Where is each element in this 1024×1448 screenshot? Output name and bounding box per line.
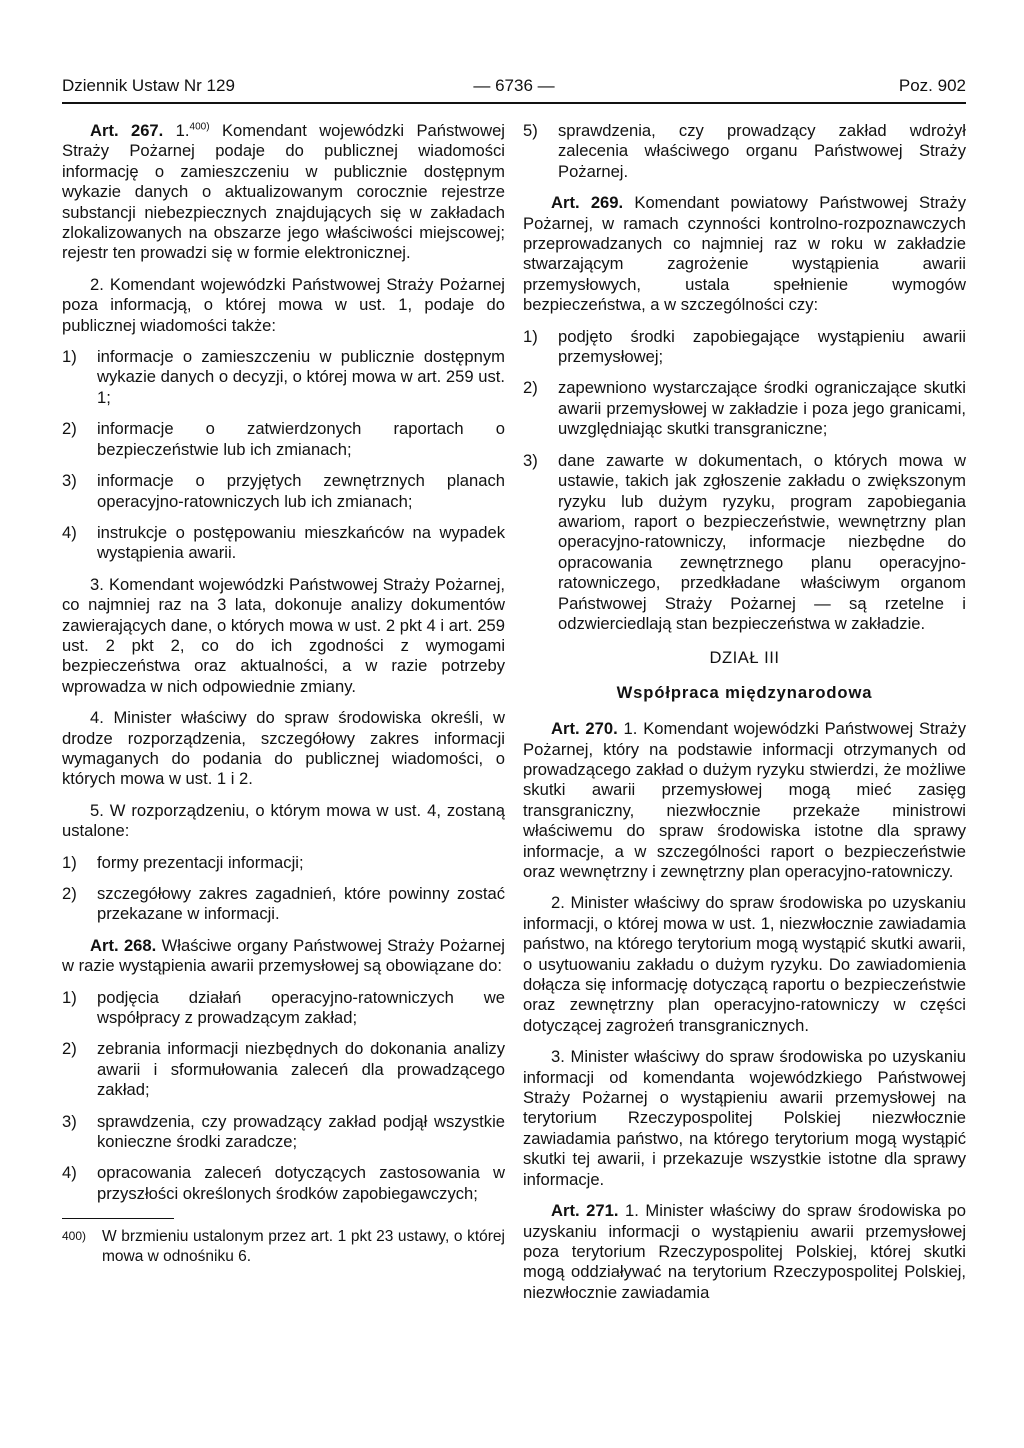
art-267-paragraph-3: 3. Komendant wojewódzki Państwowej Straży Pożarnej, co najmniej raz na 3 lata, dokonuje analizy dokumentów zawierających dane, o których mowa w ust. 2 pkt 4 i art. 259 ust. 2 pkt 2, co do ich zgodności z wymogami bezpieczeństwa oraz aktualności, a w razie potrzeby wprowadza w nich odpowiednie zmiany. (62, 574, 505, 696)
article-label: Art. 269. (551, 193, 624, 213)
list-item (523, 378, 966, 439)
item-text: formy prezentacji informacji; (97, 852, 304, 872)
paragraph-number: 1. (175, 121, 190, 140)
list-item (62, 1163, 505, 1204)
item-number: 2) (62, 884, 77, 903)
journal-title: Dziennik Ustaw Nr 129 (62, 76, 235, 95)
item-text: zapewniono wystarczające środki ograniczające skutki awarii przemysłowej w zakładzie i poza jego granicami, uwzględniając skutki transgraniczne; (558, 378, 966, 439)
art-267-paragraph-2: 2. Komendant wojewódzki Państwowej Straży Pożarnej poza informacją, o której mowa w ust. 1, podaje do publicznej wiadomości także: (62, 274, 505, 335)
list-item (523, 121, 966, 182)
item-number: 1) (62, 347, 77, 367)
paragraph-text: 1. Minister właściwy do spraw środowiska po uzyskaniu informacji o wystąpieniu awarii przemysłowej poza terytorium Rzeczypospolitej Polskiej, której skutki mogą oddziaływać na terytorium Rzeczypospolitej Polskiej, niezwłocznie zawiadamia (523, 1201, 966, 1302)
footnote-text: W brzmieniu ustalonym przez art. 1 pkt 23 ustawy, o której mowa w odnośniku 6. (102, 1228, 505, 1265)
item-text: podjęcia działań operacyjno-ratowniczych we współpracy z prowadzącym zakład; (97, 987, 505, 1028)
list-item (62, 853, 505, 873)
paragraph-text: Komendant powiatowy Państwowej Straży Pożarnej, w ramach czynności kontrolno-rozpoznawczych przeprowadzanych co najmniej raz w roku w zakładzie stwarzającym zagrożenie wystąpienia awarii przemysłowych, ustala spełnienie wymogów bezpieczeństwa, a w szczególności czy: (523, 193, 967, 315)
page-number: — 6736 — (473, 76, 555, 95)
list-item (523, 451, 966, 635)
section-title: Współpraca międzynarodowa (616, 682, 873, 702)
footnote-divider (62, 1218, 174, 1219)
item-number: 2) (523, 378, 538, 398)
footnote (62, 1227, 505, 1266)
art-270-paragraph-3: 3. Minister właściwy do spraw środowiska po uzyskaniu informacji od komendanta wojewódzkiego Państwowej Straży Pożarnej o wystąpieniu awarii przemysłowej na terytorium Rzeczypospolitej Polskiej niezwłocznie zawiadamia państwo, na którego terytorium mogą wystąpić skutki tej awarii, i przekazuje wszystkie istotne dla sprawy informacje. (523, 1047, 966, 1189)
list-item (62, 988, 505, 1029)
item-text: dane zawarte w dokumentach, o których mowa w ustawie, takich jak zgłoszenie zakładu o zwiększonym ryzyku lub dużym ryzyku, program zapobiegania awariom, raport o bezpieczeństwie, wewnętrzny plan operacyjno-ratowniczy, informacje niezbędne do opracowania zewnętrznego planu operacyjno-ratowniczego, przedkładane właściwym organom Państwowej Straży Pożarnej — są rzetelne i odzwierciedlają stan bezpieczeństwa w zakładzie. (558, 450, 966, 633)
item-number: 2) (62, 419, 77, 439)
item-number: 3) (62, 1111, 77, 1131)
art-267-paragraph-1 (62, 121, 505, 264)
art-267-paragraph-4: 4. Minister właściwy do spraw środowiska określi, w drodze rozporządzenia, szczegółowy zakres informacji wymaganych do podania do publicznej wiadomości, o których mowa w ust. 1 i 2. (62, 708, 505, 789)
item-text: sprawdzenia, czy prowadzący zakład wdrożył zalecenia właściwego organu Państwowej Straży Pożarnej. (558, 121, 966, 181)
item-number: 4) (62, 1163, 77, 1183)
article-label: Art. 270. (551, 719, 618, 739)
item-text: sprawdzenia, czy prowadzący zakład podjął wszystkie konieczne środki zaradcze; (97, 1111, 505, 1152)
art-267-paragraph-5: 5. W rozporządzeniu, o którym mowa w ust. 4, zostaną ustalone: (62, 800, 505, 841)
article-label: Art. 267. (90, 121, 164, 140)
item-text: informacje o zamieszczeniu w publicznie dostępnym wykazie danych o decyzji, o której mowa w art. 259 ust. 1; (97, 347, 505, 407)
item-number: 1) (523, 326, 538, 346)
paragraph-text: Właściwe organy Państwowej Straży Pożarnej w razie wystąpienia awarii przemysłowej są obowiązane do: (62, 935, 505, 976)
art-269-intro (523, 193, 966, 315)
art-270-paragraph-1 (523, 719, 966, 882)
section-label: DZIAŁ III (709, 648, 780, 668)
item-number: 1) (62, 852, 77, 872)
article-label: Art. 268. (90, 935, 157, 955)
item-number: 5) (523, 121, 538, 140)
list-item (62, 347, 505, 408)
item-number: 3) (62, 471, 77, 491)
item-text: informacje o przyjętych zewnętrznych planach operacyjno-ratowniczych lub ich zmianach; (97, 471, 505, 511)
item-text: opracowania zaleceń dotyczących zastosowania w przyszłości określonych środków zapobiegawczych; (97, 1163, 505, 1203)
list-item (62, 1112, 505, 1153)
item-text: informacje o zatwierdzonych raportach o bezpieczeństwie lub ich zmianach; (97, 419, 505, 459)
left-column (62, 121, 505, 1266)
item-number: 4) (62, 522, 77, 542)
paragraph-text: 1. Komendant wojewódzki Państwowej Straży Pożarnej, który na podstawie informacji otrzymanych od prowadzącego zakład o dużym ryzyku stwierdzi, że możliwe skutki awarii przemysłowej mogą mieć zasięg transgraniczny, niezwłocznie przekaże ministrowi właściwemu do spraw środowiska istotne dla sprawy informacje, a w szczególności raport o bezpieczeństwie oraz wewnętrzny i zewnętrzny plan operacyjno-ratowniczy. (523, 719, 966, 881)
item-number: 3) (523, 450, 538, 470)
art-270-paragraph-2: 2. Minister właściwy do spraw środowiska po uzyskaniu informacji, o której mowa w ust. 1, niezwłocznie zawiadamia państwo, na którego terytorium mogą wystąpić skutki awarii, o usytuowaniu zakładu o dużym ryzyku. Do zawiadomienia dołącza się informację dotyczącą raportu o bezpieczeństwie oraz zewnętrzny plan operacyjno-ratowniczy w części dotyczącej zagrożeń transgranicznych. (523, 893, 966, 1035)
position-number: Poz. 902 (898, 76, 966, 95)
list-item (62, 471, 505, 512)
right-column (523, 121, 966, 1314)
list-item (62, 884, 505, 925)
list-item (62, 1039, 505, 1100)
paragraph-text: Komendant wojewódzki Państwowej Straży Pożarnej podaje do publicznej wiadomości informację o zamieszczeniu w publicznie dostępnym wykazie danych o aktualizowanym corocznie rejestrze substancji niebezpiecznych znajdujących się w zakładach zlokalizowanych na obszarze jego właściwości miejscowej; rejestr ten prowadzi się w formie elektronicznej. (62, 121, 505, 263)
item-number: 1) (62, 987, 77, 1007)
art-271-paragraph-1 (523, 1201, 966, 1303)
list-item (62, 419, 505, 460)
article-label: Art. 271. (551, 1201, 619, 1221)
item-text: szczegółowy zakres zagadnień, które powinny zostać przekazane w informacji. (97, 884, 505, 924)
list-item (62, 523, 505, 564)
item-number: 2) (62, 1039, 77, 1059)
list-item (523, 327, 966, 368)
footnote-number: 400) (62, 1229, 87, 1244)
item-text: zebrania informacji niezbędnych do dokonania analizy awarii i sformułowania zaleceń dla prowadzącego zakład; (97, 1039, 505, 1100)
page-header (62, 76, 966, 104)
item-text: instrukcje o postępowaniu mieszkańców na wypadek wystąpienia awarii. (97, 522, 505, 563)
item-text: podjęto środki zapobiegające wystąpieniu awarii przemysłowej; (558, 326, 966, 367)
footnote-ref: 400) (189, 121, 210, 133)
art-268-intro (62, 936, 505, 977)
